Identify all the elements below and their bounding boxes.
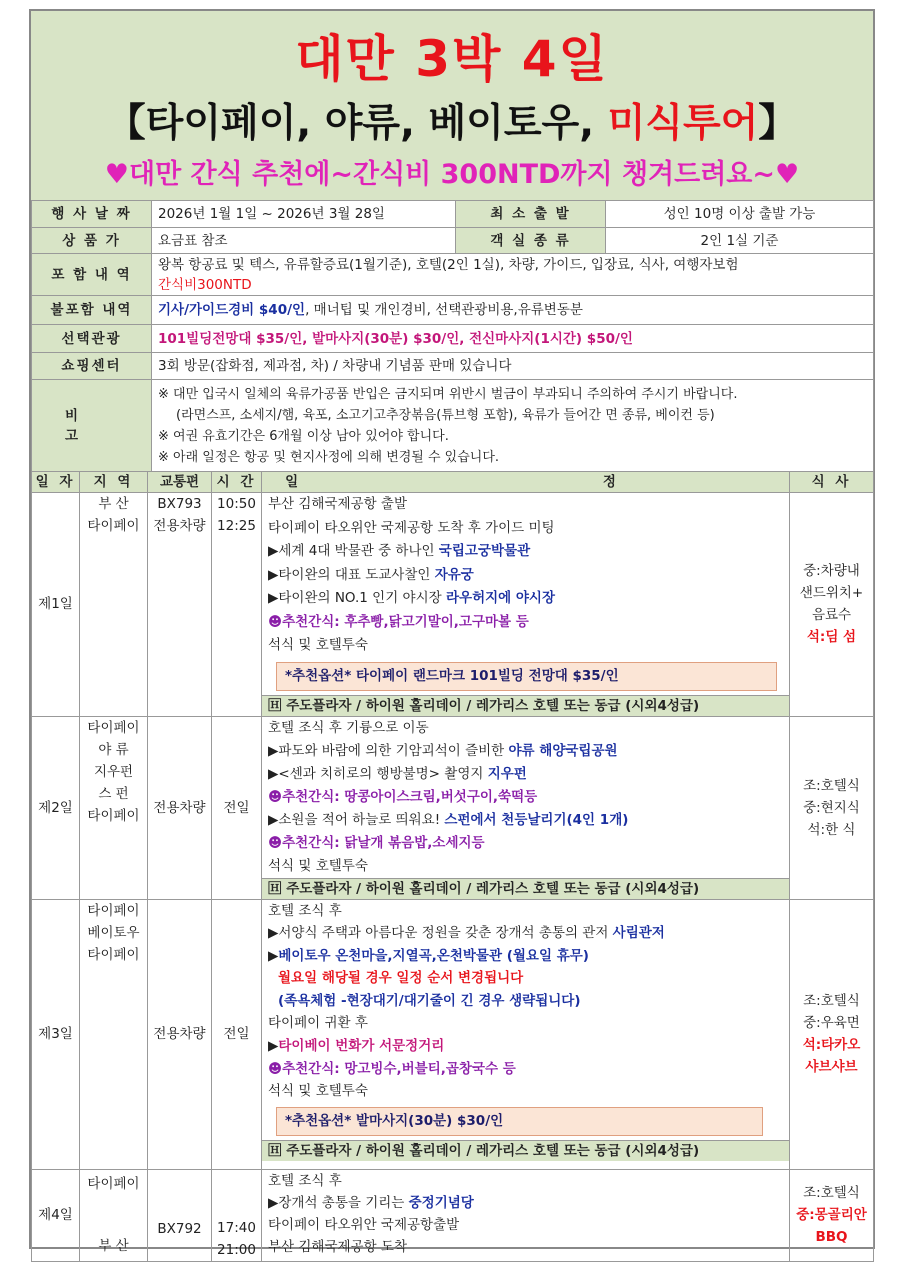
note-item: ※ 아래 일정은 항공 및 현지사정에 의해 변경될 수 있습니다. bbox=[158, 449, 500, 465]
day3-label: 제3일 bbox=[32, 899, 80, 1169]
region-item: 타이페이 bbox=[87, 1176, 140, 1192]
date-value: 2026년 1월 1일 ~ 2026년 3월 28일 bbox=[152, 201, 456, 228]
day4-meals bbox=[790, 1169, 874, 1261]
itinerary-item bbox=[268, 922, 783, 945]
recommended-option: *추천옵션* 타이페이 랜드마크 101빌딩 전망대 $35/인 bbox=[276, 662, 777, 691]
itinerary-item bbox=[268, 740, 783, 763]
time-item: 12:25 bbox=[217, 518, 256, 534]
itinerary-text: ▶ bbox=[268, 947, 279, 964]
note-item: ※ 대만 입국시 일체의 육류가공품 반입은 금지되며 위반시 벌금이 부과되니 주의하여 주시기 바랍니다. bbox=[158, 386, 738, 402]
itinerary-item: 호텔 조식 후 bbox=[268, 902, 342, 919]
opt-label: 선택관광 bbox=[32, 325, 152, 353]
notes bbox=[152, 380, 874, 472]
itinerary-text: ▶<센과 치히로의 행방불명> 촬영지 bbox=[268, 765, 488, 782]
region-item: 스 펀 bbox=[98, 785, 129, 802]
itinerary-item bbox=[268, 564, 783, 588]
region-item: 타이페이 bbox=[87, 807, 140, 824]
meal-item: 조:호텔식 bbox=[803, 1185, 860, 1201]
itinerary-highlight: 야류 해양국립공원 bbox=[508, 742, 618, 759]
meal-item: 석:한 식 bbox=[807, 821, 856, 838]
snack-recommend: ☻추천간식: 망고빙수,버블티,곱창국수 등 bbox=[268, 1060, 516, 1077]
day4-itinerary bbox=[262, 1169, 790, 1261]
footbath-notice: (족욕체험 -현장대기/대기줄이 긴 경우 생략됩니다) bbox=[278, 992, 581, 1009]
hotel-info: 🄷 주도플라자 / 하이원 홀리데이 / 레가리스 호텔 또는 동급 (시외4성급) bbox=[262, 878, 789, 899]
meal-item: 석:딤 섬 bbox=[806, 629, 857, 646]
day1-meals bbox=[790, 493, 874, 717]
region-item: 부 산 bbox=[98, 496, 129, 512]
itinerary-item bbox=[268, 1192, 783, 1214]
day1-time bbox=[212, 493, 262, 717]
excl-value bbox=[152, 296, 874, 325]
room-label: 객 실 종 류 bbox=[456, 228, 606, 254]
region-item: 타이페이 bbox=[87, 946, 140, 963]
itinerary-item: 호텔 조식 후 기륭으로 이동 bbox=[268, 719, 429, 736]
itinerary-text: ▶타이완의 NO.1 인기 야시장 bbox=[268, 590, 446, 606]
day1-label: 제1일 bbox=[32, 493, 80, 717]
shop-label: 쇼핑센터 bbox=[32, 353, 152, 380]
itinerary-item: 석식 및 호텔투숙 bbox=[268, 1083, 368, 1100]
itinerary-highlight: 스펀에서 천등날리기(4인 1개) bbox=[444, 811, 629, 828]
day2-meals bbox=[790, 716, 874, 899]
shop-value: 3회 방문(잡화점, 제과점, 차) / 차량내 기념품 판매 있습니다 bbox=[152, 353, 874, 380]
note-item: ※ 여권 유효기간은 6개월 이상 남아 있어야 합니다. bbox=[158, 428, 449, 444]
excl-label: 불포함 내역 bbox=[32, 296, 152, 325]
itinerary-item: 타이페이 타오위안 국제공항출발 bbox=[268, 1216, 460, 1233]
min-value: 성인 10명 이상 출발 가능 bbox=[606, 201, 874, 228]
meal-item: 중:우육면 bbox=[803, 1015, 860, 1031]
excl-other: , 매너팁 및 개인경비, 선택관광비용,유류변동분 bbox=[305, 302, 583, 318]
day1-transport bbox=[148, 493, 212, 717]
room-value: 2인 1실 기준 bbox=[606, 228, 874, 254]
itinerary-highlight: 라우허지에 야시장 bbox=[445, 590, 556, 606]
hotel-info: 🄷 주도플라자 / 하이원 홀리데이 / 레가리스 호텔 또는 동급 (시외4성급) bbox=[262, 695, 789, 716]
date-label: 행 사 날 짜 bbox=[32, 201, 152, 228]
day2-transport: 전용차량 bbox=[148, 716, 212, 899]
sub-title-main: 【타이페이, 야류, 베이토우, bbox=[106, 101, 608, 146]
region-item: 지우펀 bbox=[93, 763, 134, 780]
itinerary-text: ▶타이완의 대표 도교사찰인 bbox=[268, 566, 435, 583]
itinerary-item: 석식 및 호텔투숙 bbox=[268, 637, 368, 653]
region-item: 부 산 bbox=[98, 1238, 129, 1254]
day3-region bbox=[80, 899, 148, 1169]
itinerary-item: 타이페이 귀환 후 bbox=[268, 1015, 368, 1032]
itinerary-text: ▶장개석 총통을 기리는 bbox=[268, 1194, 409, 1211]
min-label: 최 소 출 발 bbox=[456, 201, 606, 228]
itinerary-item: 석식 및 호텔투숙 bbox=[268, 857, 368, 874]
meal-item: 중:차량내 bbox=[803, 563, 860, 580]
itinerary-highlight: 베이토우 온천마을,지열곡,온천박물관 (월요일 휴무) bbox=[278, 947, 589, 964]
monday-notice: 월요일 해당될 경우 일정 순서 변경됩니다 bbox=[278, 970, 524, 987]
schedule-table bbox=[31, 471, 874, 1262]
day3-meals bbox=[790, 899, 874, 1169]
itinerary-item: 부산 김해국제공항 출발 bbox=[268, 496, 407, 512]
day2-itinerary bbox=[262, 716, 790, 899]
meal-item: 음료수 bbox=[811, 607, 852, 624]
itinerary-item: 타이페이 타오위안 국제공항 도착 후 가이드 미팅 bbox=[268, 519, 555, 536]
itinerary-item bbox=[268, 540, 783, 564]
day2-time: 전일 bbox=[212, 716, 262, 899]
opt-value: 101빌딩전망대 $35/인, 발마사지(30분) $30/인, 전신마사지(1시간) $50/인 bbox=[152, 325, 874, 353]
snack-recommend: ☻추천간식: 후추빵,닭고기말이,고구마볼 등 bbox=[268, 613, 529, 630]
header-time: 시 간 bbox=[212, 472, 262, 493]
header-day: 일 자 bbox=[32, 472, 80, 493]
title-banner bbox=[31, 11, 873, 201]
itinerary-text: ▶ bbox=[268, 1038, 279, 1055]
region-item: 야 류 bbox=[98, 741, 129, 758]
incl-snack: 간식비300NTD bbox=[158, 276, 252, 293]
time-item: 21:00 bbox=[217, 1241, 256, 1258]
hotel-info: 🄷 주도플라자 / 하이원 홀리데이 / 레가리스 호텔 또는 동급 (시외4성급) bbox=[262, 1140, 789, 1161]
meal-item: 조:호텔식 bbox=[803, 993, 860, 1009]
header-meals: 식 사 bbox=[790, 472, 874, 493]
meal-item: 샌드위치+ bbox=[799, 585, 864, 602]
day2-region bbox=[80, 716, 148, 899]
itinerary-text: ▶세계 4대 박물관 중 하나인 bbox=[268, 543, 439, 559]
transport-item: 전용차량 bbox=[153, 518, 206, 534]
itinerary-item: 부산 김해국제공항 도착 bbox=[268, 1238, 407, 1255]
snack-recommend: ☻추천간식: 닭날개 볶음밥,소세지등 bbox=[268, 834, 485, 851]
region-item: 타이페이 bbox=[87, 902, 140, 919]
day1-region bbox=[80, 493, 148, 717]
recommended-option: *추천옵션* 발마사지(30분) $30/인 bbox=[276, 1107, 763, 1136]
excl-guide-fee: 기사/가이드경비 $40/인 bbox=[158, 302, 306, 318]
itinerary-item bbox=[268, 809, 783, 832]
region-item: 베이토우 bbox=[87, 924, 140, 941]
time-item: 10:50 bbox=[217, 496, 256, 512]
incl-text: 왕복 항공료 및 텍스, 유류할증료(1월기준), 호텔(2인 1실), 차량, 가이드, 입장료, 식사, 여행자보험 bbox=[158, 256, 739, 273]
snack-recommend: ☻추천간식: 땅콩아이스크림,버섯구이,쑥떡등 bbox=[268, 788, 538, 805]
sub-title-highlight: 미식투어 bbox=[607, 101, 759, 146]
itinerary-text: ▶소원을 적어 하늘로 띄워요! bbox=[268, 811, 445, 828]
sub-title-bracket: 】 bbox=[758, 101, 798, 146]
day2-label: 제2일 bbox=[32, 716, 80, 899]
day4-time bbox=[212, 1169, 262, 1261]
meal-item: 석:타카오 bbox=[802, 1037, 861, 1053]
itinerary-highlight: 중정기념당 bbox=[408, 1194, 474, 1211]
time-item: 17:40 bbox=[217, 1219, 256, 1236]
itinerary-text: ▶파도와 바람에 의한 기암괴석이 즐비한 bbox=[268, 742, 509, 759]
itinerary-highlight: 국립고궁박물관 bbox=[438, 543, 531, 559]
header-region: 지 역 bbox=[80, 472, 148, 493]
sub-title bbox=[31, 99, 873, 149]
note-label: 비 고 bbox=[32, 380, 152, 472]
itinerary-highlight: 사림관저 bbox=[612, 925, 665, 942]
meal-item: BBQ bbox=[815, 1229, 848, 1245]
header-itinerary: 일 정 bbox=[262, 472, 790, 493]
day3-time: 전일 bbox=[212, 899, 262, 1169]
incl-label: 포 함 내 역 bbox=[32, 254, 152, 296]
meal-item: 중:현지식 bbox=[803, 799, 860, 816]
day3-transport: 전용차량 bbox=[148, 899, 212, 1169]
transport-item: BX793 bbox=[157, 496, 202, 512]
region-item: 타이페이 bbox=[87, 518, 140, 534]
header-transport: 교통편 bbox=[148, 472, 212, 493]
incl-value bbox=[152, 254, 874, 296]
region-item: 타이페이 bbox=[87, 719, 140, 736]
note-item: (라면스프, 소세지/햄, 육포, 소고기고추장볶음(튜브형 포함), 육류가 들어간 면 종류, 베이컨 등) bbox=[176, 407, 715, 423]
day3-itinerary bbox=[262, 899, 790, 1169]
itinerary-item bbox=[268, 587, 783, 611]
itinerary-highlight: 자유궁 bbox=[434, 566, 474, 583]
price-value: 요금표 참조 bbox=[152, 228, 456, 254]
itinerary-item bbox=[268, 1035, 783, 1058]
day1-itinerary bbox=[262, 493, 790, 717]
itinerary-sheet bbox=[29, 9, 875, 1258]
itinerary-item bbox=[268, 945, 783, 968]
day4-label: 제4일 bbox=[32, 1169, 80, 1261]
itinerary-item: 호텔 조식 후 bbox=[268, 1172, 342, 1189]
meal-item: 샤브샤브 bbox=[805, 1059, 858, 1075]
main-title: 대만 3박 4일 bbox=[295, 30, 609, 88]
meal-item: 조:호텔식 bbox=[803, 777, 860, 794]
day4-region bbox=[80, 1169, 148, 1261]
price-label: 상 품 가 bbox=[32, 228, 152, 254]
itinerary-text: ▶서양식 주택과 아름다운 정원을 갖춘 장개석 총통의 관저 bbox=[268, 925, 613, 942]
itinerary-highlight: 지우펀 bbox=[487, 765, 527, 782]
tagline: ♥대만 간식 추천에~간식비 300NTD까지 챙겨드려요~♥ bbox=[104, 159, 800, 190]
itinerary-highlight: 타이베이 번화가 서문정거리 bbox=[278, 1038, 445, 1055]
day4-transport: BX792 bbox=[148, 1169, 212, 1261]
meal-item: 중:몽골리안 bbox=[796, 1207, 867, 1223]
info-table bbox=[31, 200, 874, 472]
itinerary-item bbox=[268, 763, 783, 786]
